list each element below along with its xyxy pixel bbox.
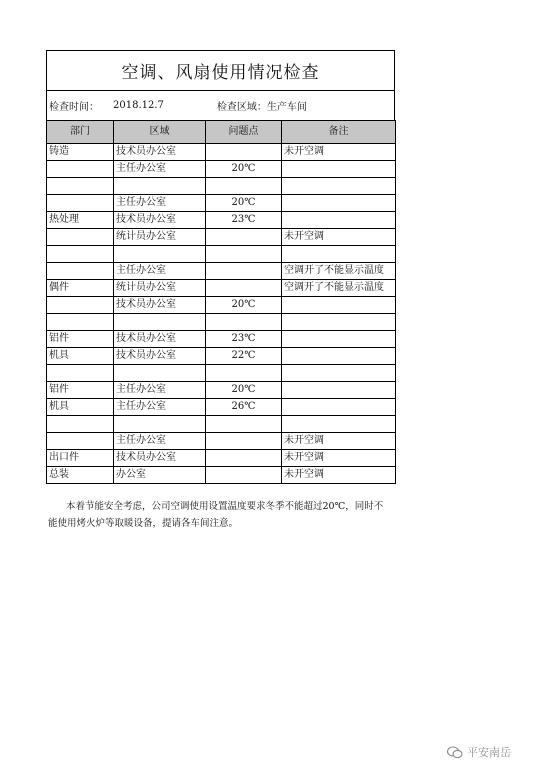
cell-remark [282, 314, 396, 331]
cell-department: 铝件 [47, 331, 114, 348]
sheet-title: 空调、风扇使用情况检查 [46, 50, 395, 90]
inspection-sheet [46, 50, 395, 484]
cell-issue: 20℃ [206, 161, 282, 178]
cell-issue: 23℃ [206, 331, 282, 348]
cell-remark [282, 212, 396, 229]
cell-department: 铸造 [47, 144, 114, 161]
cell-department: 总装 [47, 467, 114, 484]
table-row [47, 348, 396, 365]
cell-issue: 22℃ [206, 348, 282, 365]
cell-issue [206, 246, 282, 263]
cell-issue: 20℃ [206, 195, 282, 212]
table-row [47, 382, 396, 399]
cell-issue [206, 280, 282, 297]
cell-department [47, 263, 114, 280]
date-value: 2018.12.7 [113, 100, 164, 111]
wechat-icon [447, 746, 463, 759]
cell-area: 技术员办公室 [114, 450, 206, 467]
header-remark: 备注 [282, 121, 396, 144]
cell-area: 技术员办公室 [114, 331, 206, 348]
cell-remark: 未开空调 [282, 144, 396, 161]
cell-remark [282, 399, 396, 416]
table-row [47, 229, 396, 246]
table-row [47, 280, 396, 297]
header-area: 区域 [114, 121, 206, 144]
cell-issue [206, 416, 282, 433]
cell-area [114, 416, 206, 433]
cell-area: 技术员办公室 [114, 348, 206, 365]
cell-area: 办公室 [114, 467, 206, 484]
cell-department: 热处理 [47, 212, 114, 229]
cell-department [47, 195, 114, 212]
cell-issue [206, 314, 282, 331]
cell-department [47, 416, 114, 433]
cell-department [47, 314, 114, 331]
cell-department: 机具 [47, 348, 114, 365]
meta-row [46, 90, 395, 120]
table-row [47, 195, 396, 212]
table-row [47, 416, 396, 433]
cell-department: 偶件 [47, 280, 114, 297]
cell-area: 主任办公室 [114, 161, 206, 178]
table-row [47, 399, 396, 416]
cell-remark [282, 382, 396, 399]
cell-issue [206, 144, 282, 161]
cell-area: 主任办公室 [114, 433, 206, 450]
cell-area: 技术员办公室 [114, 297, 206, 314]
table-row [47, 263, 396, 280]
cell-remark: 未开空调 [282, 467, 396, 484]
cell-remark: 空调开了不能显示温度 [282, 280, 396, 297]
cell-remark [282, 331, 396, 348]
cell-issue [206, 229, 282, 246]
cell-issue: 20℃ [206, 382, 282, 399]
cell-department: 机具 [47, 399, 114, 416]
cell-department [47, 161, 114, 178]
cell-issue [206, 263, 282, 280]
cell-issue: 23℃ [206, 212, 282, 229]
table-row [47, 161, 396, 178]
cell-issue [206, 178, 282, 195]
table-row [47, 314, 396, 331]
cell-remark [282, 365, 396, 382]
cell-issue [206, 450, 282, 467]
table-row [47, 467, 396, 484]
policy-note: 本着节能安全考虑，公司空调使用设置温度要求冬季不能超过20℃，同时不能使用烤火炉等取暖设备，提请各车间注意。 [48, 501, 384, 529]
cell-area: 统计员办公室 [114, 229, 206, 246]
table-row [47, 297, 396, 314]
cell-remark: 未开空调 [282, 433, 396, 450]
cell-department [47, 365, 114, 382]
cell-issue: 26℃ [206, 399, 282, 416]
cell-issue [206, 467, 282, 484]
header-issue: 问题点 [206, 121, 282, 144]
cell-area: 主任办公室 [114, 195, 206, 212]
cell-area: 主任办公室 [114, 263, 206, 280]
cell-issue [206, 365, 282, 382]
table-row [47, 212, 396, 229]
date-label: 检查时间： [49, 102, 99, 113]
cell-department [47, 433, 114, 450]
table-row [47, 433, 396, 450]
cell-area: 技术员办公室 [114, 144, 206, 161]
header-row [47, 121, 396, 144]
table-row [47, 365, 396, 382]
area-label: 检查区域： [216, 102, 267, 113]
table-row [47, 450, 396, 467]
cell-department [47, 178, 114, 195]
cell-remark [282, 246, 396, 263]
table-row [47, 331, 396, 348]
cell-remark [282, 348, 396, 365]
cell-issue: 20℃ [206, 297, 282, 314]
cell-remark: 空调开了不能显示温度 [282, 263, 396, 280]
cell-remark: 未开空调 [282, 450, 396, 467]
cell-department: 出口件 [47, 450, 114, 467]
header-department: 部门 [47, 121, 114, 144]
cell-area: 统计员办公室 [114, 280, 206, 297]
watermark [447, 744, 511, 760]
table-row [47, 246, 396, 263]
cell-remark: 未开空调 [282, 229, 396, 246]
cell-remark [282, 416, 396, 433]
table-row [47, 144, 396, 161]
cell-area [114, 246, 206, 263]
cell-department [47, 297, 114, 314]
inspection-table [46, 120, 396, 484]
cell-department [47, 229, 114, 246]
cell-area: 技术员办公室 [114, 212, 206, 229]
cell-area [114, 178, 206, 195]
cell-remark [282, 161, 396, 178]
watermark-text: 平安南岳 [467, 746, 511, 759]
cell-department [47, 246, 114, 263]
cell-department: 铝件 [47, 382, 114, 399]
cell-remark [282, 178, 396, 195]
cell-area: 主任办公室 [114, 382, 206, 399]
cell-issue [206, 433, 282, 450]
cell-area: 主任办公室 [114, 399, 206, 416]
table-row [47, 178, 396, 195]
cell-remark [282, 195, 396, 212]
cell-area [114, 314, 206, 331]
cell-area [114, 365, 206, 382]
area-value: 生产车间 [266, 102, 307, 113]
cell-remark [282, 297, 396, 314]
